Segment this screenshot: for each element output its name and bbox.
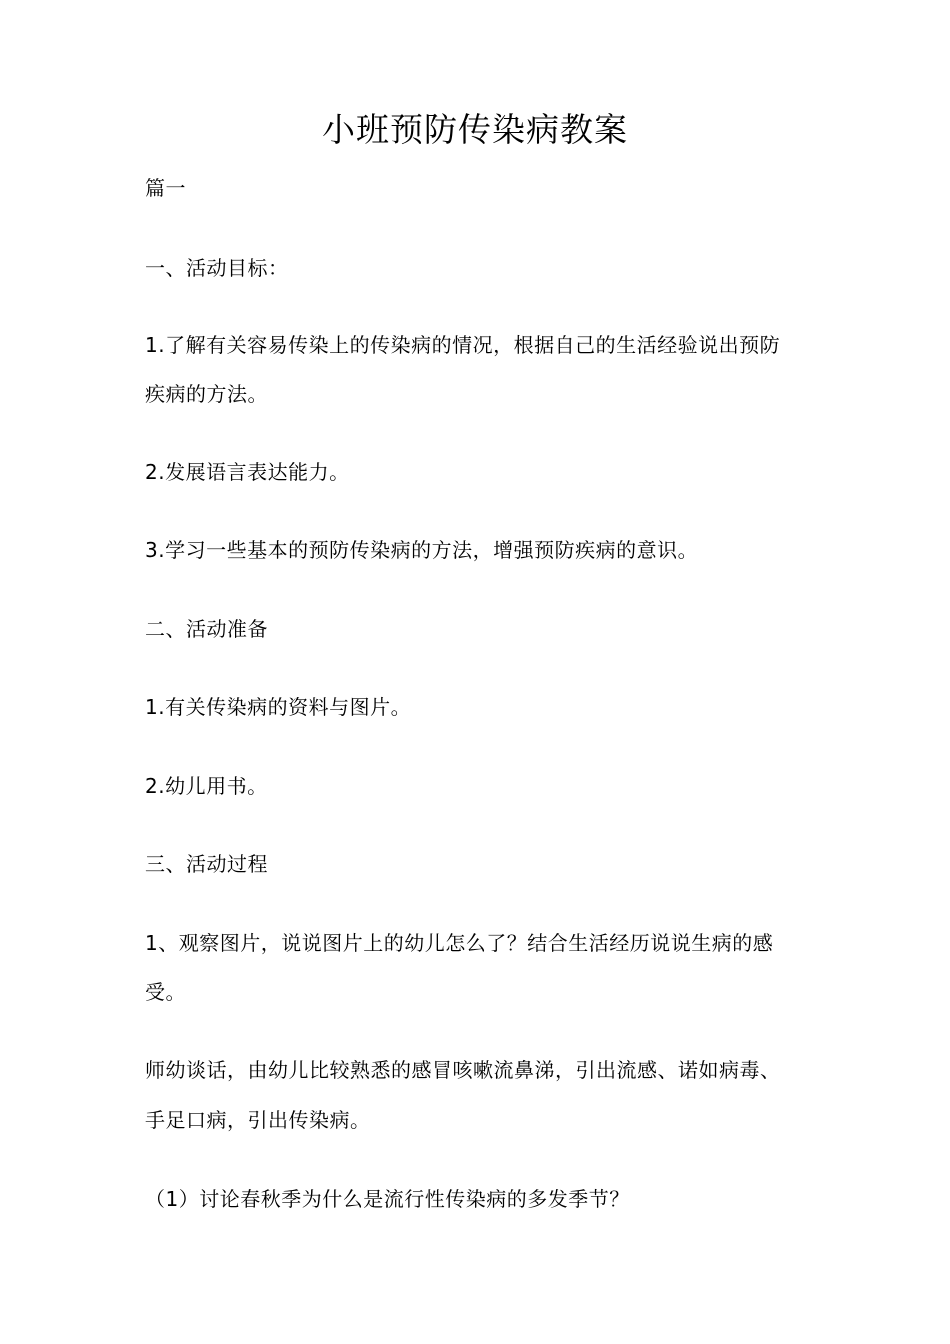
preparation-2: 2.幼儿用书。	[145, 774, 268, 798]
discussion-item-1: （1）讨论春秋季为什么是流行性传染病的多发季节？	[145, 1187, 630, 1211]
process-1-line-2: 受。	[145, 980, 186, 1004]
document-title: 小班预防传染病教案	[322, 110, 628, 149]
goal-2: 2.发展语言表达能力。	[145, 460, 350, 484]
heading-activity-preparation: 二、活动准备	[145, 617, 268, 641]
goal-1-line-1: 1.了解有关容易传染上的传染病的情况，根据自己的生活经验说出预防	[145, 333, 781, 357]
heading-activity-process: 三、活动过程	[145, 852, 268, 876]
goal-3: 3.学习一些基本的预防传染病的方法，增强预防疾病的意识。	[145, 538, 699, 562]
goal-1-line-2: 疾病的方法。	[145, 382, 268, 406]
heading-activity-goals: 一、活动目标：	[145, 256, 289, 280]
dialogue-line-2: 手足口病，引出传染病。	[145, 1108, 371, 1132]
process-1-line-1: 1、观察图片，说说图片上的幼儿怎么了？结合生活经历说说生病的感	[145, 931, 774, 955]
preparation-1: 1.有关传染病的资料与图片。	[145, 695, 412, 719]
dialogue-line-1: 师幼谈话，由幼儿比较熟悉的感冒咳嗽流鼻涕，引出流感、诺如病毒、	[145, 1058, 781, 1082]
section-label: 篇一	[145, 176, 186, 200]
